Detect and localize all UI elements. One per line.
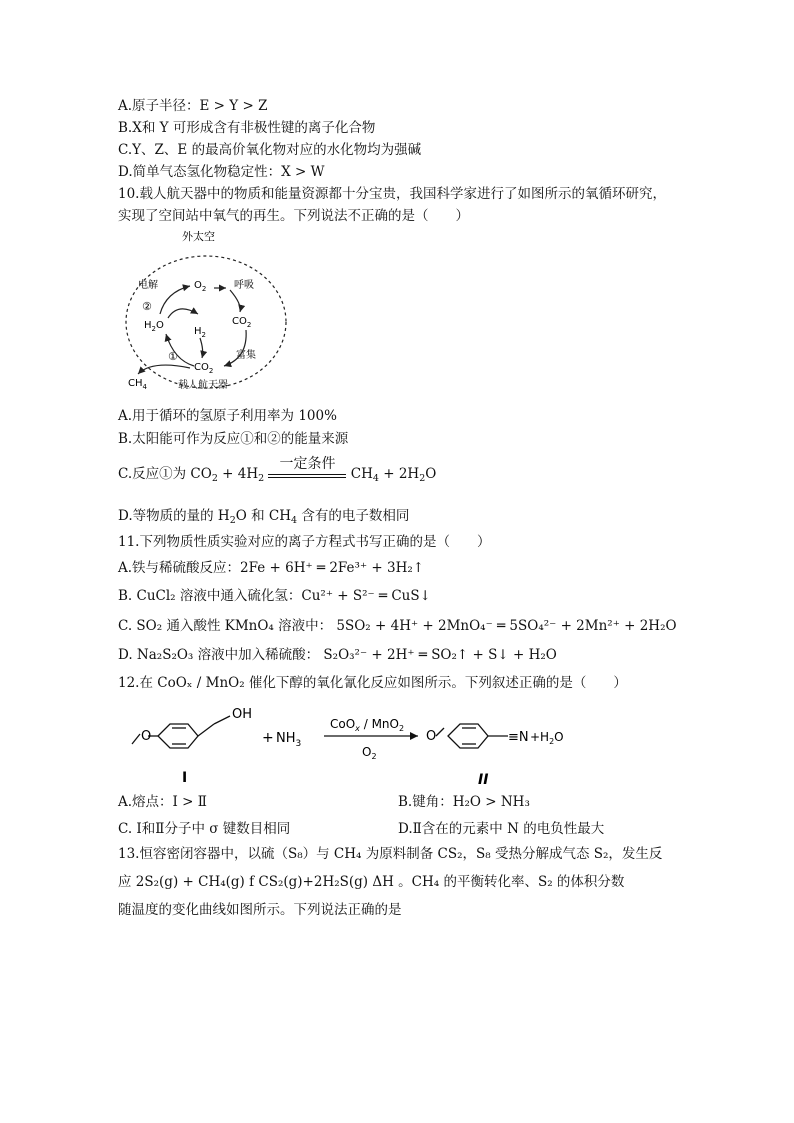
outer-space-label: 外太空 bbox=[182, 230, 215, 243]
q12-option-a: A.熔点：Ⅰ > Ⅱ bbox=[118, 794, 207, 810]
catalyst-label: CoO$_x$ / MnO$_2$ bbox=[330, 717, 405, 733]
plus-sign: + bbox=[262, 730, 274, 746]
ch4-label: $CH_4$ bbox=[128, 378, 147, 391]
reaction-2-marker: ② bbox=[142, 300, 152, 313]
co2-bottom-label: $CO_2$ bbox=[194, 362, 214, 375]
o2-condition-label: $O_2$ bbox=[362, 745, 377, 761]
breathing-label: 呼吸 bbox=[234, 280, 254, 291]
oh-label: OH bbox=[232, 707, 253, 722]
methoxy-o-right: O bbox=[426, 729, 437, 744]
co2-right-label: $CO_2$ bbox=[232, 316, 252, 329]
q13-stem-line3: 随温度的变化曲线如图所示。下列说法正确的是 bbox=[118, 902, 402, 918]
q13-stem-line1: 13.恒容密闭容器中，以硫（S₈）与 CH₄ 为原料制备 CS₂，S₈ 受热分解成气态 S₂，发生反 bbox=[118, 846, 663, 862]
q10-stem-line2: 实现了空间站中氧气的再生。下列说法不正确的是（ ） bbox=[118, 208, 469, 224]
reaction-scheme bbox=[118, 700, 598, 792]
q12-option-c: C. Ⅰ和Ⅱ分子中 σ 键数目相同 bbox=[118, 821, 291, 837]
q11-stem: 11.下列物质性质实验对应的离子方程式书写正确的是（ ） bbox=[118, 534, 491, 550]
compound-1-label: I bbox=[182, 770, 188, 786]
enrich-label: 富集 bbox=[236, 350, 256, 361]
q9-option-c: C.Y、Z、E 的最高价氧化物对应的水化物均为强碱 bbox=[118, 142, 422, 158]
oxygen-cycle-diagram bbox=[118, 226, 298, 396]
q10-option-a: A.用于循环的氢原子利用率为 100% bbox=[118, 408, 337, 424]
spacecraft-label: 载人航天器 bbox=[178, 380, 228, 391]
q12-option-d: D.Ⅱ含在的元素中 N 的电负性最大 bbox=[398, 821, 605, 837]
h2o-label: $H_2O$ bbox=[144, 320, 164, 333]
q10-option-b: B.太阳能可作为反应①和②的能量来源 bbox=[118, 431, 349, 447]
q9-option-d: D.简单气态氢化物稳定性：X > W bbox=[118, 164, 325, 180]
water-label: $+H_2O$ bbox=[530, 730, 564, 746]
electrolysis-label: 电解 bbox=[138, 280, 158, 291]
nitrile-label: ≡N bbox=[508, 730, 529, 745]
q10-option-c: C.反应①为 $CO_2 + 4H_2$ 一定条件 $CH_4 + 2H_2O$ bbox=[118, 455, 437, 484]
q13-stem-line2: 应 2S₂(g) + CH₄(g) f CS₂(g)+2H₂S(g) ΔH 。CH₄ 的平衡转化率、S₂ 的体积分数 bbox=[118, 874, 625, 890]
condition-label: 一定条件 bbox=[279, 455, 336, 472]
q9-option-a: A.原子半径：E > Y > Z bbox=[118, 98, 268, 114]
methoxy-o-left: O bbox=[141, 729, 152, 744]
q11-option-d: D. Na₂S₂O₃ 溶液中加入稀硫酸： S₂O₃²⁻ + 2H⁺ ═ SO₂↑ + S↓ + H₂O bbox=[118, 647, 557, 663]
reaction-1-marker: ① bbox=[168, 350, 178, 363]
q11-option-b: B. CuCl₂ 溶液中通入硫化氢：Cu²⁺ + S²⁻ ═ CuS↓ bbox=[118, 588, 431, 604]
q12-option-b: B.键角：H₂O > NH₃ bbox=[398, 794, 530, 810]
q11-option-a: A.铁与稀硫酸反应：2Fe + 6H⁺ ═ 2Fe³⁺ + 3H₂↑ bbox=[118, 560, 425, 576]
o2-label: $O_2$ bbox=[194, 280, 207, 293]
q11-option-c: C. SO₂ 通入酸性 KMnO₄ 溶液中： 5SO₂ + 4H⁺ + 2MnO₄⁻ ═ 5SO₄²⁻ + 2Mn²⁺ + 2H₂O bbox=[118, 618, 677, 634]
q10-stem-line1: 10.载人航天器中的物质和能量资源都十分宝贵，我国科学家进行了如图所示的氧循环研究， bbox=[118, 186, 666, 202]
nh3-label: $NH_3$ bbox=[276, 731, 302, 749]
compound-2-label: II bbox=[478, 772, 489, 788]
h2-label: $H_2$ bbox=[194, 326, 206, 339]
q9-option-b: B.X和 Y 可形成含有非极性键的离子化合物 bbox=[118, 120, 376, 136]
q10-option-d: D.等物质的量的 $H_2O$ 和 $CH_4$ 含有的电子数相同 bbox=[118, 508, 410, 526]
q12-stem: 12.在 CoOₓ / MnO₂ 催化下醇的氧化氰化反应如图所示。下列叙述正确的是（ ） bbox=[118, 675, 627, 691]
